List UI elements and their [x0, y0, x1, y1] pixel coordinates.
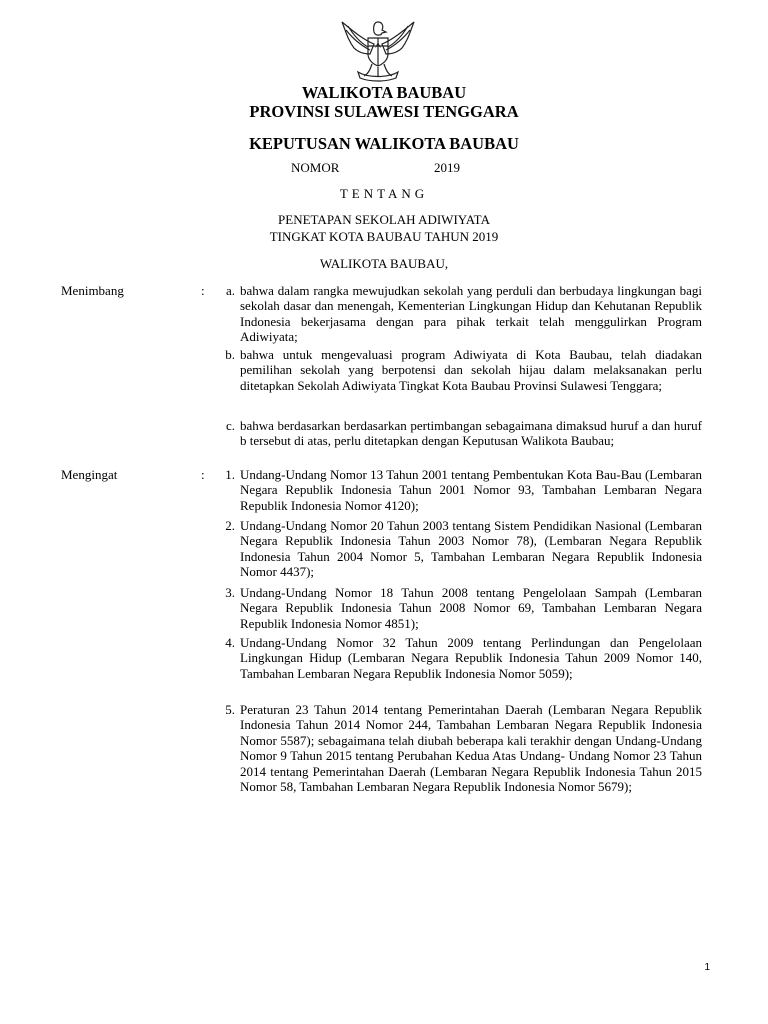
office-title: WALIKOTA BAUBAU	[301, 83, 467, 102]
garuda-emblem-icon	[334, 14, 422, 82]
menimbang-colon: :	[201, 283, 205, 298]
mengingat-colon: :	[201, 467, 205, 482]
mengingat-item-3: Undang-Undang Nomor 18 Tahun 2008 tentang Pengelolaan Sampah (Lembaran Negara Republik Indonesia Tahun 2008 Nomor 69, Tambahan Lembaran Negara Republik Indonesia Nomor 4851);	[240, 585, 702, 631]
mengingat-item-4: Undang-Undang Nomor 32 Tahun 2009 tentang Perlindungan dan Pengelolaan Lingkungan Hidup (Lembaran Negara Republik Indonesia Tahun 2009 Nomor 140, Tambahan Lembaran Negara Republik Indonesia Nomor 5059);	[240, 635, 702, 681]
menimbang-marker-c: c.	[225, 418, 235, 433]
mengingat-marker-3: 3.	[225, 585, 235, 600]
mengingat-item-5: Peraturan 23 Tahun 2014 tentang Pemerintahan Daerah (Lembaran Negara Republik Indonesia Tahun 2014 Nomor 244, Tambahan Lembaran Negara Republik Indonesia Nomor 5587); sebagaimana telah diubah beberapa kali terakhir dengan Undang-Undang Nomor 9 Tahun 2015 tentang Perubahan Kedua Atas Undang- Undang Nomor 23 Tahun 2014 tentang Pemerintahan Daerah (Lembaran Negara Republik Indonesia Tahun 2015 Nomor 58, Tambahan Lembaran Negara Republik Indonesia Nomor 5679);	[240, 702, 702, 795]
menimbang-item-b: bahwa untuk mengevaluasi program Adiwiyata di Kota Baubau, telah diadakan pemilihan sekolah yang berpotensi dan sekolah hijau dalam melaksanakan perlu ditetapkan Sekolah Adiwiyata Tingkat Kota Baubau Provinsi Sulawesi Tenggara;	[240, 347, 702, 393]
menimbang-item-c: bahwa berdasarkan berdasarkan pertimbangan sebagaimana dimaksud huruf a dan huruf b tersebut di atas, perlu ditetapkan dengan Keputusan Walikota Baubau;	[240, 418, 702, 449]
mengingat-label: Mengingat	[61, 467, 118, 482]
authority-line: WALIKOTA BAUBAU,	[319, 256, 449, 271]
mengingat-item-1: Undang-Undang Nomor 13 Tahun 2001 tentang Pembentukan Kota Bau-Bau (Lembaran Negara Republik Indonesia Tahun 2001 Nomor 93, Tambahan Lembaran Negara Republik Indonesia Nomor 4120);	[240, 467, 702, 513]
mengingat-marker-1: 1.	[225, 467, 235, 482]
decree-title: KEPUTUSAN WALIKOTA BAUBAU	[249, 134, 519, 153]
mengingat-item-2: Undang-Undang Nomor 20 Tahun 2003 tentang Sistem Pendidikan Nasional (Lembaran Negara Republik Indonesia Tahun 2003 Nomor 78), (Lembaran Negara Republik Indonesia Tahun 2004 Nomor 5, Tambahan Lembaran Negara Republik Indonesia Nomor 4437);	[240, 518, 702, 580]
tentang-heading: TENTANG	[339, 186, 429, 201]
menimbang-marker-b: b.	[225, 347, 235, 362]
menimbang-marker-a: a.	[225, 283, 235, 298]
nomor-year: 2019	[434, 160, 460, 175]
subject-line-2: TINGKAT KOTA BAUBAU TAHUN 2019	[269, 229, 499, 244]
subject-line-1: PENETAPAN SEKOLAH ADIWIYATA	[278, 212, 490, 227]
mengingat-marker-2: 2.	[225, 518, 235, 533]
page-number: 1	[704, 962, 710, 973]
mengingat-marker-4: 4.	[225, 635, 235, 650]
nomor-label: NOMOR	[291, 160, 340, 175]
menimbang-label: Menimbang	[61, 283, 124, 298]
province-title: PROVINSI SULAWESI TENGGARA	[249, 102, 519, 121]
mengingat-marker-5: 5.	[225, 702, 235, 717]
menimbang-item-a: bahwa dalam rangka mewujudkan sekolah yang perduli dan berbudaya lingkungan bagi sekolah dasar dan menengah, Kementerian Lingkungan Hidup dan Kehutanan Republik Indonesia bekerjasama dengan para pihak terkait telah menggulirkan Program Adiwiyata;	[240, 283, 702, 345]
